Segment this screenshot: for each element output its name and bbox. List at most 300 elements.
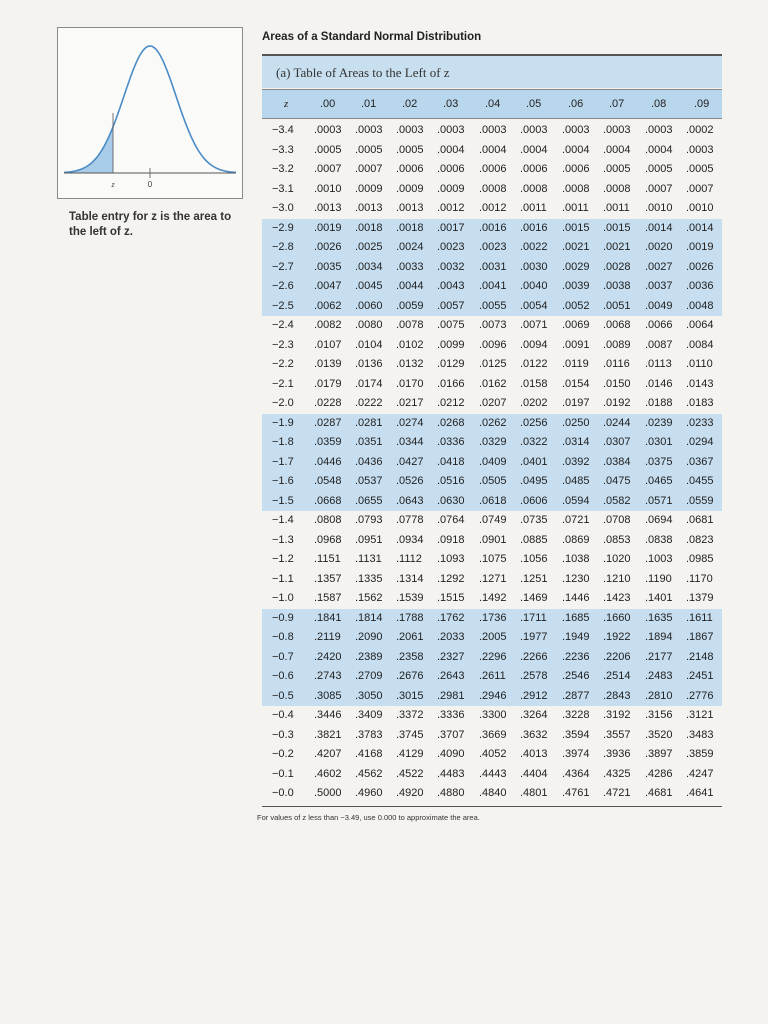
area-cell: .3669 <box>479 728 507 741</box>
area-cell: .0233 <box>686 416 714 429</box>
area-cell: .0314 <box>562 436 590 448</box>
normal-curve-figure <box>57 27 243 199</box>
table-row <box>262 219 722 239</box>
area-cell: .1446 <box>562 592 590 604</box>
area-cell: .3594 <box>562 728 590 741</box>
area-cell: .0091 <box>562 338 590 351</box>
area-cell: .0526 <box>396 475 424 487</box>
area-cell: .0559 <box>686 494 714 507</box>
area-cell: .3409 <box>355 709 383 721</box>
area-cell: .0036 <box>686 280 714 292</box>
area-cell: .0154 <box>562 377 590 390</box>
area-cell: .4641 <box>686 787 714 799</box>
area-cell: .4602 <box>314 767 342 780</box>
area-cell: .0021 <box>603 241 631 253</box>
area-cell: .0008 <box>603 182 631 195</box>
area-cell: .4168 <box>355 748 383 760</box>
table-row <box>262 141 722 161</box>
area-cell: .3859 <box>686 748 714 760</box>
area-cell: .0084 <box>686 338 714 351</box>
area-cell: .0170 <box>396 377 424 390</box>
area-cell: .0082 <box>314 319 342 331</box>
area-cell: .0853 <box>603 533 631 546</box>
table-row <box>262 687 722 707</box>
area-cell: .3632 <box>520 728 548 741</box>
area-cell: .0025 <box>355 241 383 253</box>
area-cell: .3974 <box>562 748 590 760</box>
table-row <box>262 121 722 141</box>
area-cell: .2514 <box>603 670 631 682</box>
area-cell: .0262 <box>479 416 507 429</box>
area-cell: .0571 <box>645 494 673 507</box>
area-cell: .1357 <box>314 572 342 585</box>
area-cell: .2389 <box>355 650 383 663</box>
area-cell: .0020 <box>645 241 673 253</box>
area-cell: .0401 <box>520 455 548 468</box>
z-value-cell: −0.8 <box>272 631 294 643</box>
table-row <box>262 160 722 180</box>
area-cell: .1867 <box>686 631 714 643</box>
area-cell: .4364 <box>562 767 590 780</box>
area-cell: .2843 <box>603 689 631 702</box>
area-cell: .1562 <box>355 592 383 604</box>
area-cell: .0485 <box>562 475 590 487</box>
area-cell: .0048 <box>686 299 714 312</box>
area-cell: .0009 <box>355 182 383 195</box>
area-cell: .0228 <box>314 397 342 409</box>
area-cell: .3483 <box>686 728 714 741</box>
z-value-cell: −1.0 <box>272 592 294 604</box>
area-cell: .0630 <box>437 494 465 507</box>
area-cell: .1038 <box>562 553 590 565</box>
area-cell: .0102 <box>396 338 424 351</box>
area-cell: .0017 <box>437 221 465 234</box>
table-row <box>262 238 722 258</box>
area-cell: .0139 <box>314 358 342 370</box>
z-value-cell: −1.3 <box>272 533 294 546</box>
area-cell: .0059 <box>396 299 424 312</box>
area-cell: .0039 <box>562 280 590 292</box>
area-cell: .3300 <box>479 709 507 721</box>
area-cell: .0455 <box>686 475 714 487</box>
area-cell: .0003 <box>686 143 714 156</box>
area-cell: .1210 <box>603 572 631 585</box>
table-row <box>262 609 722 629</box>
table-row <box>262 648 722 668</box>
area-cell: .0367 <box>686 455 714 468</box>
area-cell: .0107 <box>314 338 342 351</box>
z-value-cell: −1.7 <box>272 455 294 468</box>
table-row <box>262 531 722 551</box>
z-value-cell: −0.1 <box>272 767 294 780</box>
header-col: .04 <box>485 98 501 110</box>
area-cell: .3707 <box>437 728 465 741</box>
table-row <box>262 394 722 414</box>
area-cell: .0016 <box>520 221 548 234</box>
table-row <box>262 453 722 473</box>
area-cell: .1788 <box>396 611 424 624</box>
area-cell: .0043 <box>437 280 465 292</box>
area-cell: .0060 <box>355 299 383 312</box>
z-value-cell: −2.8 <box>272 241 294 253</box>
area-cell: .0044 <box>396 280 424 292</box>
area-cell: .0158 <box>520 377 548 390</box>
area-cell: .1977 <box>520 631 548 643</box>
area-cell: .0006 <box>479 163 507 175</box>
area-cell: .0162 <box>479 377 507 390</box>
area-cell: .0004 <box>603 143 631 156</box>
table-row <box>262 199 722 219</box>
area-cell: .3085 <box>314 689 342 702</box>
area-cell: .0026 <box>686 260 714 273</box>
area-cell: .0004 <box>479 143 507 156</box>
area-cell: .0113 <box>645 358 672 370</box>
area-cell: .0823 <box>686 533 714 546</box>
area-cell: .3821 <box>314 728 342 741</box>
area-cell: .2912 <box>520 689 548 702</box>
area-cell: .0869 <box>562 533 590 546</box>
area-cell: .0004 <box>520 143 548 156</box>
area-cell: .0062 <box>314 299 342 312</box>
area-cell: .2148 <box>686 650 714 663</box>
table-row <box>262 628 722 648</box>
area-cell: .4013 <box>520 748 548 760</box>
area-cell: .0808 <box>314 514 342 526</box>
area-cell: .0069 <box>562 319 590 331</box>
table-row <box>262 550 722 570</box>
z-value-cell: −3.2 <box>272 163 294 175</box>
area-cell: .0004 <box>645 143 673 156</box>
area-cell: .0078 <box>396 319 424 331</box>
table-row <box>262 180 722 200</box>
area-cell: .0239 <box>645 416 673 429</box>
area-cell: .4920 <box>396 787 424 799</box>
area-cell: .0179 <box>314 377 342 390</box>
area-cell: .0301 <box>645 436 673 448</box>
area-cell: .2327 <box>437 650 465 663</box>
header-col: .07 <box>609 98 625 110</box>
area-cell: .3520 <box>645 728 673 741</box>
z-axis-label: z <box>111 180 115 189</box>
area-cell: .0174 <box>355 377 383 390</box>
z-value-cell: −2.2 <box>272 358 294 370</box>
area-cell: .0010 <box>686 202 714 214</box>
area-cell: .0885 <box>520 533 548 546</box>
area-cell: .0764 <box>437 514 465 526</box>
z-value-cell: −1.9 <box>272 416 294 429</box>
table-row <box>262 336 722 356</box>
table-body <box>262 121 722 804</box>
area-cell: .0268 <box>437 416 465 429</box>
area-cell: .0838 <box>645 533 673 546</box>
area-cell: .1075 <box>479 553 507 565</box>
z-value-cell: −0.9 <box>272 611 294 624</box>
area-cell: .2776 <box>686 689 714 702</box>
area-cell: .0202 <box>520 397 548 409</box>
area-cell: .2483 <box>645 670 673 682</box>
area-cell: .0047 <box>314 280 342 292</box>
area-cell: .1711 <box>520 611 547 624</box>
z-value-cell: −1.4 <box>272 514 294 526</box>
area-cell: .0495 <box>520 475 548 487</box>
table-subtitle: (a) Table of Areas to the Left of z <box>276 65 450 80</box>
z-value-cell: −0.7 <box>272 650 294 663</box>
area-cell: .0094 <box>520 338 548 351</box>
area-cell: .0013 <box>396 202 424 214</box>
area-cell: .0150 <box>603 377 631 390</box>
area-cell: .0011 <box>603 202 630 214</box>
z-value-cell: −3.1 <box>272 182 294 195</box>
area-cell: .0032 <box>437 260 465 273</box>
z-value-cell: −1.2 <box>272 553 294 565</box>
area-cell: .4247 <box>686 767 714 780</box>
area-cell: .0057 <box>437 299 465 312</box>
z-value-cell: −2.7 <box>272 260 294 273</box>
area-cell: .0735 <box>520 514 548 526</box>
area-cell: .1539 <box>396 592 424 604</box>
area-cell: .0721 <box>562 514 590 526</box>
area-cell: .0007 <box>645 182 673 195</box>
area-cell: .0019 <box>686 241 714 253</box>
z-value-cell: −0.6 <box>272 670 294 682</box>
z-value-cell: −1.5 <box>272 494 294 507</box>
area-cell: .1685 <box>562 611 590 624</box>
area-cell: .0294 <box>686 436 714 448</box>
area-cell: .0003 <box>603 124 631 136</box>
area-cell: .1151 <box>314 553 341 565</box>
area-cell: .3372 <box>396 709 424 721</box>
area-cell: .0008 <box>479 182 507 195</box>
area-cell: .0307 <box>603 436 631 448</box>
area-cell: .1949 <box>562 631 590 643</box>
table-row <box>262 472 722 492</box>
area-cell: .0026 <box>314 241 342 253</box>
area-cell: .0392 <box>562 455 590 468</box>
subtitle-bar <box>262 56 722 88</box>
area-cell: .2358 <box>396 650 424 663</box>
z-value-cell: −2.1 <box>272 377 294 390</box>
area-cell: .0030 <box>520 260 548 273</box>
area-cell: .2643 <box>437 670 465 682</box>
area-cell: .4522 <box>396 767 424 780</box>
area-cell: .2810 <box>645 689 673 702</box>
area-cell: .4090 <box>437 748 465 760</box>
z-value-cell: −0.3 <box>272 728 294 741</box>
area-cell: .4721 <box>603 787 631 799</box>
area-cell: .4483 <box>437 767 465 780</box>
area-cell: .0037 <box>645 280 673 292</box>
area-cell: .0099 <box>437 338 465 351</box>
area-cell: .1314 <box>396 572 424 585</box>
area-cell: .0027 <box>645 260 673 273</box>
area-cell: .3936 <box>603 748 631 760</box>
area-cell: .1003 <box>645 553 673 565</box>
area-cell: .1401 <box>645 592 673 604</box>
area-cell: .0087 <box>645 338 673 351</box>
area-cell: .4052 <box>479 748 507 760</box>
area-cell: .0207 <box>479 397 507 409</box>
table-row <box>262 726 722 746</box>
area-cell: .1131 <box>355 553 382 565</box>
bell-curve-graphic <box>58 28 242 198</box>
area-cell: .0287 <box>314 416 342 429</box>
area-cell: .1170 <box>686 572 713 585</box>
area-cell: .0197 <box>562 397 590 409</box>
area-cell: .0244 <box>603 416 631 429</box>
area-cell: .0003 <box>562 124 590 136</box>
area-cell: .1922 <box>603 631 631 643</box>
z-value-cell: −0.0 <box>272 787 294 799</box>
z-value-cell: −3.0 <box>272 202 294 214</box>
area-cell: .0055 <box>479 299 507 312</box>
z-value-cell: −3.3 <box>272 143 294 156</box>
area-cell: .0351 <box>355 436 383 448</box>
area-cell: .0143 <box>686 377 714 390</box>
area-cell: .3121 <box>686 709 714 721</box>
area-cell: .0011 <box>520 202 547 214</box>
area-cell: .0075 <box>437 319 465 331</box>
area-cell: .0934 <box>396 533 424 546</box>
area-cell: .0212 <box>437 397 465 409</box>
area-cell: .1056 <box>520 553 548 565</box>
area-cell: .0012 <box>437 202 465 214</box>
area-cell: .0003 <box>355 124 383 136</box>
area-cell: .2005 <box>479 631 507 643</box>
area-cell: .0475 <box>603 475 631 487</box>
area-cell: .0582 <box>603 494 631 507</box>
area-cell: .0005 <box>396 143 424 156</box>
area-cell: .0375 <box>645 455 673 468</box>
area-cell: .0023 <box>479 241 507 253</box>
area-cell: .0250 <box>562 416 590 429</box>
area-cell: .5000 <box>314 787 342 799</box>
area-cell: .0003 <box>645 124 673 136</box>
area-cell: .0018 <box>396 221 424 234</box>
area-cell: .1814 <box>355 611 383 624</box>
header-col: .01 <box>361 98 377 110</box>
table-row <box>262 316 722 336</box>
area-cell: .0418 <box>437 455 465 468</box>
area-cell: .3783 <box>355 728 383 741</box>
area-cell: .1841 <box>314 611 342 624</box>
area-cell: .1423 <box>603 592 631 604</box>
area-cell: .0023 <box>437 241 465 253</box>
table-row <box>262 355 722 375</box>
area-cell: .0436 <box>355 455 383 468</box>
area-cell: .0049 <box>645 299 673 312</box>
area-cell: .0465 <box>645 475 673 487</box>
bottom-rule <box>262 806 722 807</box>
header-col: .06 <box>568 98 584 110</box>
area-cell: .0015 <box>603 221 631 234</box>
area-cell: .0274 <box>396 416 424 429</box>
header-col: .00 <box>320 98 336 110</box>
area-cell: .2946 <box>479 689 507 702</box>
area-cell: .2266 <box>520 650 548 663</box>
area-cell: .4286 <box>645 767 673 780</box>
z-value-cell: −2.6 <box>272 280 294 292</box>
area-cell: .0183 <box>686 397 714 409</box>
z-value-cell: −0.5 <box>272 689 294 702</box>
area-cell: .2981 <box>437 689 465 702</box>
area-cell: .0129 <box>437 358 465 370</box>
z-value-cell: −2.9 <box>272 221 294 234</box>
area-cell: .1611 <box>686 611 713 624</box>
area-cell: .0384 <box>603 455 631 468</box>
area-cell: .0192 <box>603 397 631 409</box>
area-cell: .0006 <box>562 163 590 175</box>
area-cell: .3228 <box>562 709 590 721</box>
area-cell: .0018 <box>355 221 383 234</box>
area-cell: .0034 <box>355 260 383 273</box>
header-col: .05 <box>526 98 542 110</box>
area-cell: .0066 <box>645 319 673 331</box>
area-cell: .1292 <box>437 572 465 585</box>
area-cell: .1020 <box>603 553 631 565</box>
area-cell: .3446 <box>314 709 342 721</box>
area-cell: .0516 <box>437 475 465 487</box>
area-cell: .0014 <box>686 221 714 234</box>
area-cell: .0006 <box>520 163 548 175</box>
area-cell: .0014 <box>645 221 673 234</box>
z-value-cell: −2.5 <box>272 299 294 312</box>
area-cell: .3156 <box>645 709 673 721</box>
area-cell: .2578 <box>520 670 548 682</box>
area-cell: .0010 <box>645 202 673 214</box>
area-cell: .4681 <box>645 787 673 799</box>
area-cell: .0064 <box>686 319 714 331</box>
area-cell: .0016 <box>479 221 507 234</box>
area-cell: .1762 <box>437 611 465 624</box>
area-cell: .2611 <box>479 670 506 682</box>
area-cell: .0019 <box>314 221 342 234</box>
table-row <box>262 297 722 317</box>
z-value-cell: −2.4 <box>272 319 294 331</box>
area-cell: .2451 <box>686 670 714 682</box>
area-cell: .0146 <box>645 377 673 390</box>
area-cell: .0222 <box>355 397 383 409</box>
area-cell: .1635 <box>645 611 673 624</box>
z-value-cell: −1.8 <box>272 436 294 448</box>
area-cell: .0007 <box>686 182 714 195</box>
area-cell: .2119 <box>314 631 341 643</box>
area-cell: .0002 <box>686 124 714 136</box>
area-cell: .0655 <box>355 494 383 507</box>
area-cell: .0004 <box>437 143 465 156</box>
area-cell: .4562 <box>355 767 383 780</box>
area-cell: .4129 <box>396 748 424 760</box>
area-cell: .0006 <box>396 163 424 175</box>
header-col: .03 <box>443 98 459 110</box>
area-cell: .0006 <box>437 163 465 175</box>
area-cell: .2877 <box>562 689 590 702</box>
area-cell: .0052 <box>562 299 590 312</box>
area-cell: .0125 <box>479 358 507 370</box>
area-cell: .3192 <box>603 709 631 721</box>
area-cell: .0007 <box>355 163 383 175</box>
area-cell: .0013 <box>355 202 383 214</box>
area-cell: .0008 <box>520 182 548 195</box>
area-cell: .0045 <box>355 280 383 292</box>
area-cell: .4840 <box>479 787 507 799</box>
area-cell: .0668 <box>314 494 342 507</box>
area-cell: .2206 <box>603 650 631 663</box>
area-cell: .0901 <box>479 533 507 546</box>
area-cell: .0003 <box>437 124 465 136</box>
area-cell: .0409 <box>479 455 507 468</box>
area-cell: .1251 <box>520 572 548 585</box>
area-cell: .0010 <box>314 182 342 195</box>
